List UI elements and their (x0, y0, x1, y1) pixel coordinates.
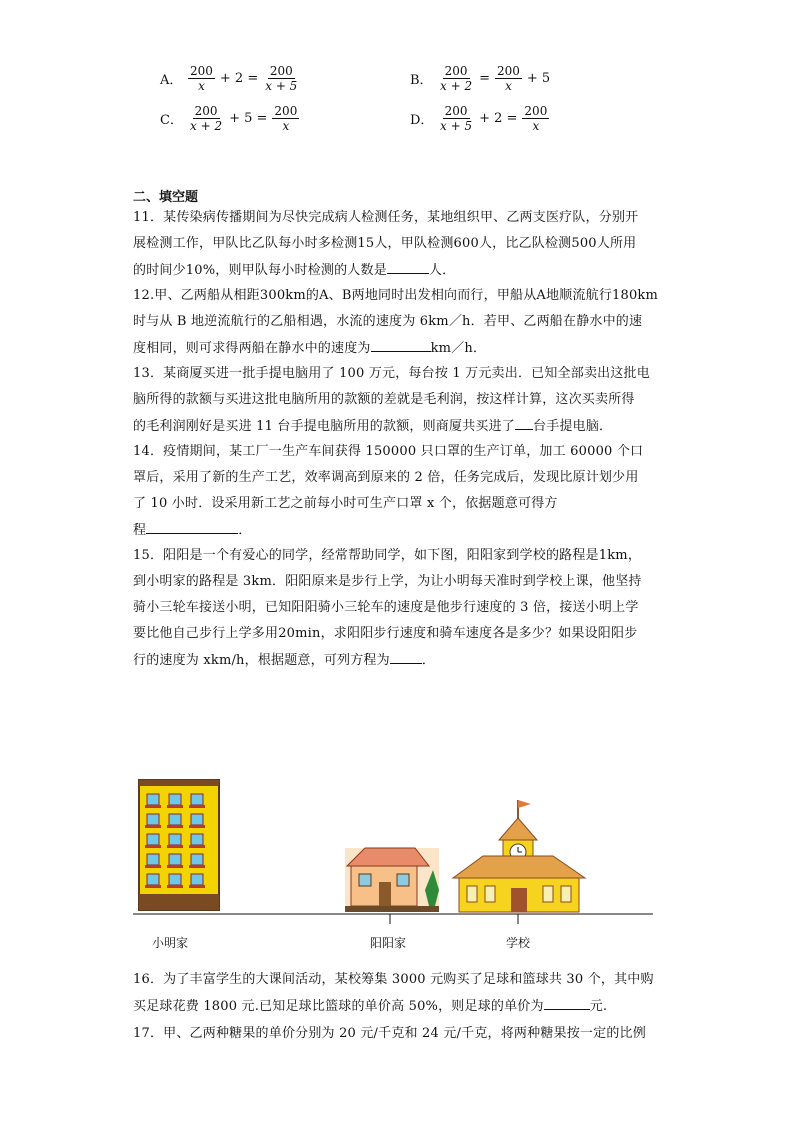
q13-line-3: 的毛利润刚好是买进 11 台手提电脑所用的款额，则商厦共买进了 台手提电脑． (133, 415, 612, 438)
operator: + 2 = (219, 71, 259, 86)
q12-line-2: 时与从 B 地逆流航行的乙船相遇，水流的速度为 6km／h．若甲、乙两船在静水中的速 (133, 314, 643, 329)
q16-line-2: 买足球花费 1800 元.已知足球比篮球的单价高 50%，则足球的单价为 元. (133, 995, 607, 1018)
q13-line-2: 脑所得的款额与买进这批电脑所用的款额的差就是毛利润，按这样计算，这次买卖所得 (133, 392, 635, 407)
option-letter: A． (160, 73, 183, 88)
answer-blank[interactable] (390, 649, 422, 664)
answer-blank[interactable] (544, 995, 590, 1010)
fraction: $\frac{200}{x + 2}$ (190, 104, 223, 133)
section-title: 二、填空题 (133, 190, 199, 205)
option-letter: D． (410, 113, 434, 128)
fraction: $\frac{200}{x + 2}$ (440, 64, 473, 93)
answer-blank[interactable] (371, 337, 431, 352)
option-letter: B． (410, 73, 433, 88)
label-xiaoming-home: 小明家 (152, 936, 189, 950)
q15-line-2: 到小明家的路程是 3km．阳阳原来是步行上学，为让小明每天准时到学校上课，他坚持 (133, 574, 642, 589)
option-letter: C． (160, 113, 183, 128)
q14-line-4: 程 ． (133, 519, 251, 542)
option-a[interactable] (160, 64, 301, 93)
q13-line-1: 13．某商厦买进一批手提电脑用了 100 万元，每台按 1 万元卖出．已知全部卖出这批电 (133, 366, 650, 381)
fraction: $\frac{200}{x + 5}$ (440, 104, 473, 133)
answer-blank[interactable] (515, 415, 533, 430)
route-illustration (133, 770, 653, 950)
q17-line-1: 17．甲、乙两种糖果的单价分别为 20 元/千克和 24 元/千克，将两种糖果按一定的比例 (133, 1026, 646, 1041)
operator: = (479, 71, 490, 86)
answer-blank[interactable] (387, 259, 429, 274)
house-icon (345, 848, 439, 912)
q12-line-3: 度相同，则可求得两船在静水中的速度为 km／h． (133, 337, 486, 360)
operator: + 2 = (479, 111, 518, 126)
q11-line-3: 的时间少10%，则甲队每小时检测的人数是 人． (133, 259, 455, 282)
fraction: $\frac{200}{x}$ (524, 104, 548, 133)
q15-line-4: 要比他自己步行上学多用20min，求阳阳步行速度和骑车速度各是多少？如果设阳阳步 (133, 626, 638, 641)
q14-line-3: 了 10 小时．设采用新工艺之前每小时可生产口罩 x 个，依据题意可得方 (133, 496, 558, 511)
fraction: $\frac{200}{x}$ (274, 104, 298, 133)
q15-line-5: 行的速度为 xkm/h，根据题意，可列方程为 ． (133, 649, 435, 672)
fraction: $\frac{200}{x}$ (190, 64, 213, 93)
label-yangyang-home: 阳阳家 (370, 936, 407, 950)
option-c[interactable] (160, 104, 301, 133)
answer-blank[interactable] (146, 519, 238, 534)
q15-line-3: 骑小三轮车接送小明，已知阳阳骑小三轮车的速度是他步行速度的 3 倍，接送小明上学 (133, 600, 639, 615)
q16-line-1: 16．为了丰富学生的大课间活动，某校筹集 3000 元购买了足球和篮球共 30 个，其中购 (133, 972, 654, 987)
operator: + 5 (526, 71, 551, 86)
school-icon (453, 800, 585, 912)
q12-line-1: 12.甲、乙两船从相距300km的A、B两地同时出发相向而行，甲船从A地顺流航行180km (133, 288, 659, 303)
fraction: $\frac{200}{x + 5}$ (265, 64, 298, 93)
fraction: $\frac{200}{x}$ (497, 64, 520, 93)
q15-line-1: 15．阳阳是一个有爱心的同学，经常帮助同学，如下图，阳阳家到学校的路程是1km， (133, 548, 642, 563)
apartment-building-icon (135, 774, 221, 912)
q14-line-2: 罩后，采用了新的生产工艺，效率调高到原来的 2 倍，任务完成后，发现比原计划少用 (133, 470, 639, 485)
option-d[interactable] (410, 104, 551, 133)
label-school: 学校 (506, 936, 531, 950)
q11-line-1: 11．某传染病传播期间为尽快完成病人检测任务，某地组织甲、乙两支医疗队，分别开 (133, 210, 639, 225)
q14-line-1: 14．疫情期间，某工厂一生产车间获得 150000 只口罩的生产订单，加工 60000 个口 (133, 444, 644, 459)
q11-line-2: 展检测工作，甲队比乙队每小时多检测15人，甲队检测600人，比乙队检测500人所用 (133, 236, 637, 251)
operator: + 5 = (229, 111, 268, 126)
option-b[interactable] (410, 64, 553, 93)
